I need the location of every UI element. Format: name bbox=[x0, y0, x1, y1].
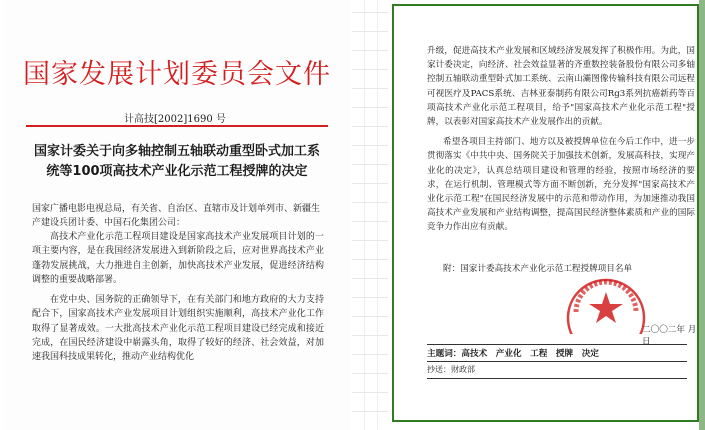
body-text-page-2 bbox=[427, 44, 695, 241]
red-divider bbox=[26, 125, 328, 127]
background-grid bbox=[352, 0, 388, 430]
attachment-note: 附：国家计委高技术产业化示范工程授牌项目名单 bbox=[443, 264, 633, 274]
subject-keywords: 主题词：高技术 产业化 工程 授牌 决定 bbox=[427, 344, 687, 362]
issue-date: 二〇〇二年 月 日 bbox=[642, 325, 697, 347]
document-title: 国家计委关于向多轴控制五轴联动重型卧式加工系统等100项高技术产业化示范工程授牌的决定 bbox=[34, 144, 321, 179]
paragraph: 高技术产业化示范工程项目建设是国家高技术产业发展项目计划的一项主要内容，是在我国经济发展进入到新阶段之后，应对世界高技术产业蓬勃发展挑战，大力推进自主创新，加快高技术产业发展，促进经济结构调整的重要战略部署。 bbox=[32, 232, 324, 285]
paragraph: 在党中央、国务院的正确领导下，在有关部门和地方政府的大力支持配合下，国家高技术产业发展项目计划组织实施顺利，高技术产业化工作取得了显著成效。一大批高技术产业化示范工程项目建设已经完成和接近完成，在国民经济建设中崭露头角，取得了较好的经济、社会效益，对加速我国科技成果转化，推动产业结构优化 bbox=[32, 295, 324, 363]
document-page-1 bbox=[4, 0, 350, 430]
paragraph: 希望各项目主持部门、地方以及被授牌单位在今后工作中，进一步贯彻落实《中共中央、国务院关于加强技术创新，发展高科技，实现产业化的决定》，认真总结项目建设和管理的经验，按照市场经济的要求，在运行机制、管理模式等方面不断创新，充分发挥"国家高技术产业化示范工程"在国民经济发展中的示范和带动作用，为加速推动我国高技术产业发展和产业结构调整，提高国民经济整体素质和产业的国际竞争力作出应有贡献。 bbox=[427, 137, 695, 233]
cc-line: 抄送：财政部 bbox=[427, 362, 687, 379]
document-header: 国家发展计划委员会文件 bbox=[23, 59, 331, 90]
document-page-2 bbox=[392, 4, 699, 422]
body-text-page-1 bbox=[32, 230, 324, 371]
green-border-strip bbox=[699, 0, 705, 430]
recipients: 国家广播电影电视总局，有关省、自治区、直辖市及计划单列市、新疆生产建设兵团计委、中国石化集团公司： bbox=[32, 204, 321, 228]
document-number: 计高技[2002]1690 号 bbox=[124, 114, 226, 125]
paragraph: 升级，促进高技术产业发展和区域经济发展发挥了积极作用。为此，国家计委决定，向经济、社会效益显著的齐重数控装备股份有限公司多轴控制五轴联动重型卧式加工系统、云南山灞图像传输科技有限公司远程可视医疗及PACS系统、吉林亚泰制药有限公司Rg3系列抗癌新药等百项高技术产业化示范工程项目，给予"国家高技术产业化示范工程"授牌，以表彰对国家高技术产业发展作出的贡献。 bbox=[427, 46, 695, 128]
